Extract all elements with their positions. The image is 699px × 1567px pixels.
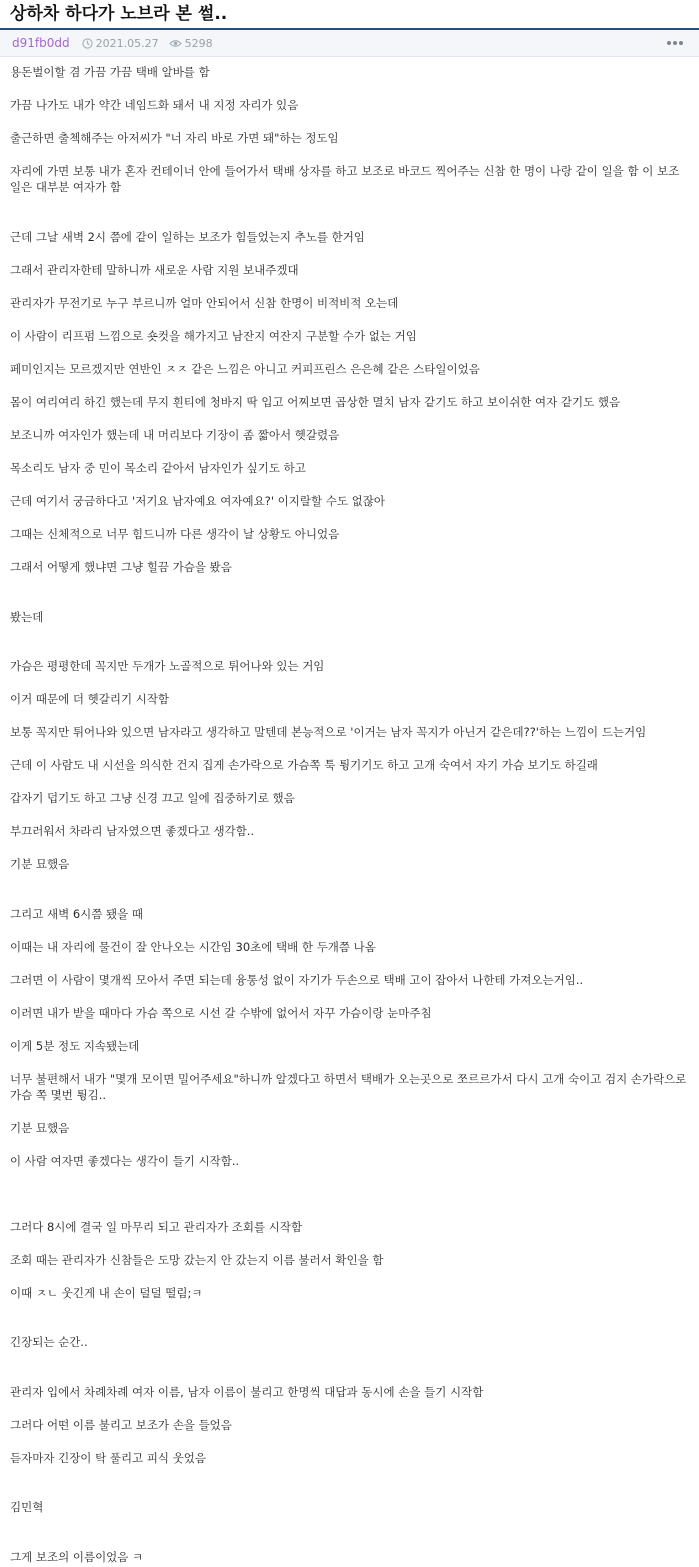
body-line: 그래서 관리자한테 말하니까 새로운 사람 지원 보내주겠대 xyxy=(10,263,299,277)
body-line: 관리자 입에서 차례차례 여자 이름, 남자 이름이 불리고 한명씩 대답과 동시에 손을 들기 시작함 xyxy=(10,1385,484,1399)
body-line: 그래서 어떻게 했냐면 그냥 힐끔 가슴을 봤음 xyxy=(10,560,232,574)
body-line: 그러다 8시에 결국 일 마무리 되고 관리자가 조회를 시작함 xyxy=(10,1220,303,1234)
body-line: 출근하면 출첵해주는 아저씨가 "너 자리 바로 가면 돼"하는 정도임 xyxy=(10,131,339,145)
body-line: 그게 보조의 이름이었음 ㅋ xyxy=(10,1550,144,1564)
body-line: 기분 묘했음 xyxy=(10,1121,70,1135)
body-line: 이거 때문에 더 헷갈리기 시작함 xyxy=(10,692,170,706)
body-line: 이게 5분 정도 지속됐는데 xyxy=(10,1039,140,1053)
meta-bar xyxy=(0,30,699,57)
body-line: 긴장되는 순간.. xyxy=(10,1335,88,1349)
views-meta xyxy=(169,37,213,50)
body-line: 김민혁 xyxy=(10,1500,44,1514)
body-line: 그리고 새벽 6시쯤 됐을 때 xyxy=(10,907,144,921)
body-line: 그러면 이 사람이 몇개씩 모아서 주면 되는데 융통성 없이 자기가 두손으로 택배 고이 잡아서 나한테 가져오는거임.. xyxy=(10,973,584,987)
body-line: 보조니까 여자인가 했는데 내 머리보다 기장이 좀 짧아서 헷갈렸음 xyxy=(10,428,340,442)
title-bar xyxy=(0,0,699,30)
body-line: 근데 여기서 궁금하다고 '저기요 남자예요 여자예요?' 이지랄할 수도 없잖아 xyxy=(10,494,385,508)
body-line: 봤는데 xyxy=(10,610,44,624)
body-line: 근데 이 사람도 내 시선을 의식한 건지 집게 손가락으로 가슴쪽 툭 튕기기도 하고 고개 숙여서 자기 가슴 보기도 하길래 xyxy=(10,758,598,772)
body-line: 근데 그날 새벽 2시 쯤에 같이 일하는 보조가 힘들었는지 추노를 한거임 xyxy=(10,230,365,244)
body-line: 그러다 어떤 이름 불리고 보조가 손을 들었음 xyxy=(10,1418,232,1432)
view-count: 5298 xyxy=(184,36,213,50)
body-line: 조회 때는 관리자가 신참들은 도망 갔는지 안 갔는지 이름 불러서 확인을 함 xyxy=(10,1253,384,1267)
body-line: 갑자기 덥기도 하고 그냥 신경 끄고 일에 집중하기로 했음 xyxy=(10,791,295,805)
body-line: 그때는 신체적으로 너무 힘드니까 다른 생각이 날 상황도 아니었음 xyxy=(10,527,340,541)
author-name[interactable]: d91fb0dd xyxy=(12,36,70,50)
body-line: 가끔 나가도 내가 약간 네임드화 돼서 내 지정 자리가 있음 xyxy=(10,98,299,112)
body-line: 페미인지는 모르겠지만 연반인 ㅈㅈ 같은 느낌은 아니고 커피프린스 은은혜 같은 스타일이었음 xyxy=(10,362,480,376)
body-line: 가슴은 평평한데 꼭지만 두개가 노골적으로 튀어나와 있는 거임 xyxy=(10,659,325,673)
body-line: 이 사람 여자면 좋겠다는 생각이 들기 시작함.. xyxy=(10,1154,240,1168)
body-line: 이때는 내 자리에 물건이 잘 안나오는 시간임 30초에 택배 한 두개쯤 나옴 xyxy=(10,940,376,954)
body-line: 부끄러워서 차라리 남자였으면 좋겠다고 생각함.. xyxy=(10,824,255,838)
body-line: 목소리도 남자 중 민이 목소리 같아서 남자인가 싶기도 하고 xyxy=(10,461,306,475)
body-line: 듣자마자 긴장이 탁 풀리고 피식 웃었음 xyxy=(10,1451,207,1465)
body-line: 기분 묘했음 xyxy=(10,857,70,871)
post-date: 2021.05.27 xyxy=(95,36,159,50)
post-title: 상하차 하다가 노브라 본 썰.. xyxy=(10,4,228,24)
date-meta xyxy=(82,37,159,50)
body-line: 관리자가 무전기로 누구 부르니까 얼마 안되어서 신참 한명이 비적비적 오는데 xyxy=(10,296,399,310)
body-line: 용돈벌이할 겸 가끔 가끔 택배 알바를 함 xyxy=(10,65,210,79)
body-line: 몸이 여리여리 하긴 했는데 무지 흰티에 청바지 딱 입고 어찌보면 곱상한 멸치 남자 같기도 하고 보이쉬한 여자 같기도 했음 xyxy=(10,395,621,409)
body-line: 이러면 내가 받을 때마다 가슴 쪽으로 시선 갈 수밖에 없어서 자꾸 가슴이랑 눈마주침 xyxy=(10,1006,432,1020)
clock-icon xyxy=(82,38,93,49)
body-line: 이 사람이 리프펌 느낌으로 숏컷을 해가지고 남잔지 여잔지 구분할 수가 없는 거임 xyxy=(10,329,417,343)
body-line: 보통 꼭지만 튀어나와 있으면 남자라고 생각하고 말텐데 본능적으로 '이거는 남자 꼭지가 아닌거 같은데??'하는 느낌이 드는거임 xyxy=(10,725,647,739)
more-dots-icon[interactable] xyxy=(663,37,687,49)
body-line: 너무 불편해서 내가 "몇개 모이면 밀어주세요"하니까 알겠다고 하면서 택배가 오는곳으로 쪼르르가서 다시 고개 숙이고 검지 손가락으로 가슴 쪽 몇번 튕김.. xyxy=(10,1072,687,1102)
body-line: 이때 ㅈㄴ 웃긴게 내 손이 덜덜 떨림;ㅋ xyxy=(10,1286,203,1300)
body-line: 자리에 가면 보통 내가 혼자 컨테이너 안에 들어가서 택배 상자를 하고 보조로 바코드 찍어주는 신참 한 명이 나랑 같이 일을 함 이 보조 일은 대부분 여자가 함 xyxy=(10,164,680,194)
eye-icon xyxy=(169,38,182,49)
